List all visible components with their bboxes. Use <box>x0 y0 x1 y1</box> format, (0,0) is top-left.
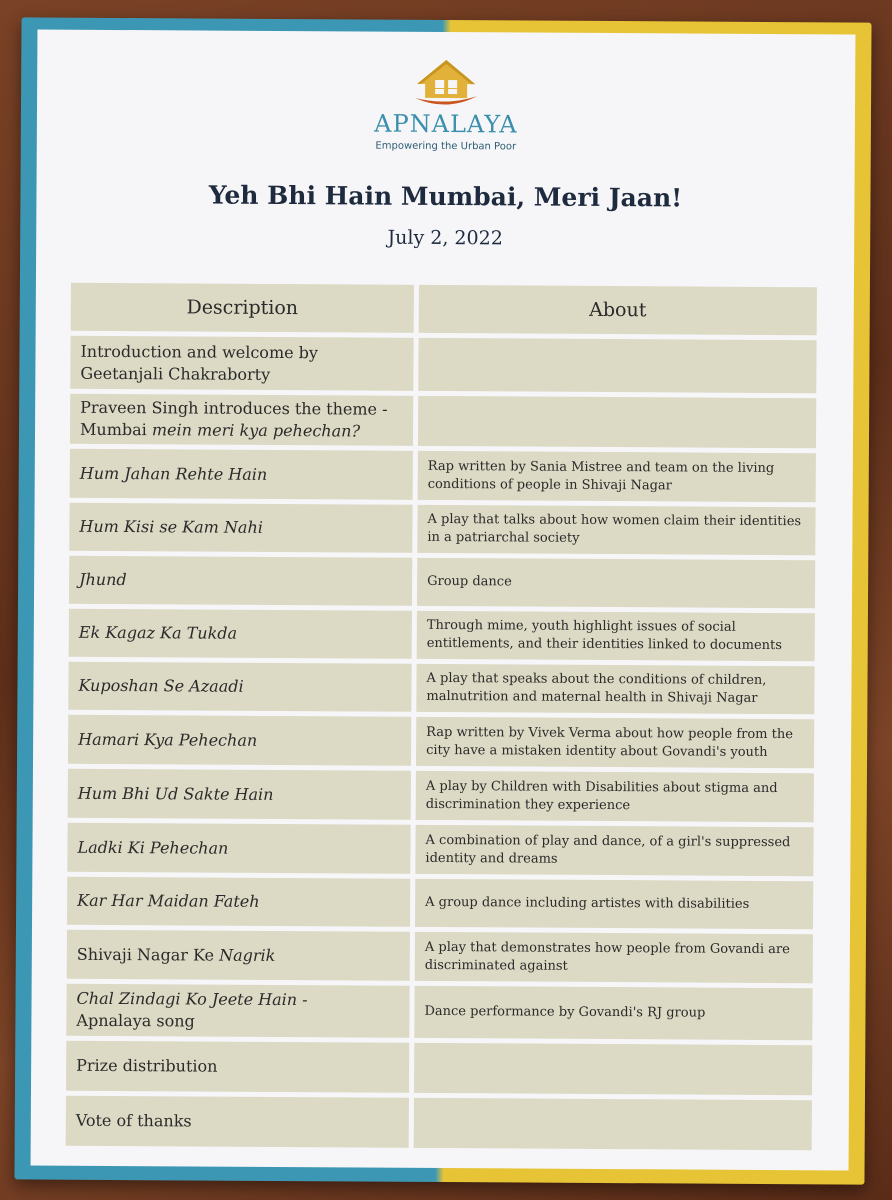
brand-tagline: Empowering the Urban Poor <box>375 140 517 153</box>
table-row <box>69 556 815 609</box>
table-row <box>70 336 816 394</box>
table-row <box>70 394 816 449</box>
table-row <box>68 769 814 823</box>
row-description: Hum Bhi Ud Sakte Hain <box>68 769 411 820</box>
row-description: Hamari Kya Pehechan <box>68 715 411 766</box>
table-row <box>67 930 813 984</box>
row-about: A group dance including artistes with disabilities <box>415 879 813 929</box>
row-about: A combination of play and dance, of a girl's suppressed identity and dreams <box>415 825 813 876</box>
table-row <box>67 823 813 877</box>
row-about: Rap written by Sania Mistree and team on the living conditions of people in Shivaji Nagar <box>418 451 816 502</box>
table-row <box>68 715 814 769</box>
row-description: Ladki Ki Pehechan <box>67 823 410 874</box>
event-date: July 2, 2022 <box>387 226 503 250</box>
row-description: Chal Zindagi Ko Jeete Hain - Apnalaya song <box>66 984 409 1038</box>
row-about <box>418 338 816 393</box>
table-row <box>66 984 812 1041</box>
house-logo-icon <box>413 56 479 110</box>
table-row <box>67 877 813 930</box>
column-header-description: Description <box>71 283 414 333</box>
program-sheet <box>31 30 856 1171</box>
row-description: Praveen Singh introduces the theme - Mumbai mein meri kya pehechan? <box>70 394 413 446</box>
row-description: Ek Kagaz Ka Tukda <box>69 609 412 659</box>
row-description: Jhund <box>69 556 412 606</box>
table-row <box>66 1096 812 1151</box>
row-about <box>414 1098 812 1150</box>
table-row <box>68 662 814 715</box>
row-about <box>414 1043 812 1095</box>
row-description: Kar Har Maidan Fateh <box>67 877 410 927</box>
row-about: A play that talks about how women claim their identities in a patriarchal society <box>417 505 815 555</box>
row-description: Shivaji Nagar Ke Nagrik <box>67 930 410 981</box>
table-header-row <box>71 283 817 336</box>
table-row <box>69 609 815 662</box>
apnalaya-logo <box>37 54 856 155</box>
row-description: Hum Kisi se Kam Nahi <box>69 503 412 553</box>
table-row <box>66 1041 812 1096</box>
row-about: Rap written by Vivek Verma about how people from the city have a mistaken identity about Govandi's youth <box>416 717 814 768</box>
row-description: Introduction and welcome by Geetanjali Chakraborty <box>70 336 413 391</box>
row-about: Dance performance by Govandi's RJ group <box>414 986 812 1040</box>
row-about: A play that speaks about the conditions of children, malnutrition and maternal health in Shivaji Nagar <box>416 664 814 714</box>
page-title: Yeh Bhi Hain Mumbai, Meri Jaan! <box>208 180 683 213</box>
row-about: Group dance <box>417 558 815 608</box>
table-row <box>69 503 815 556</box>
row-description: Prize distribution <box>66 1041 409 1093</box>
table-row <box>70 449 816 503</box>
row-description: Kuposhan Se Azaadi <box>68 662 411 712</box>
row-description: Vote of thanks <box>66 1096 409 1148</box>
row-description: Hum Jahan Rehte Hain <box>70 449 413 500</box>
program-table <box>66 283 817 1156</box>
column-header-about: About <box>419 285 817 335</box>
row-about: A play by Children with Disabilities about stigma and discrimination they experience <box>416 771 814 822</box>
row-about <box>418 396 816 448</box>
row-about: Through mime, youth highlight issues of social entitlements, and their identities linked to documents <box>417 611 815 661</box>
program-card <box>14 17 871 1184</box>
brand-name: APNALAYA <box>374 109 518 139</box>
row-about: A play that demonstrates how people from Govandi are discriminated against <box>415 932 813 983</box>
